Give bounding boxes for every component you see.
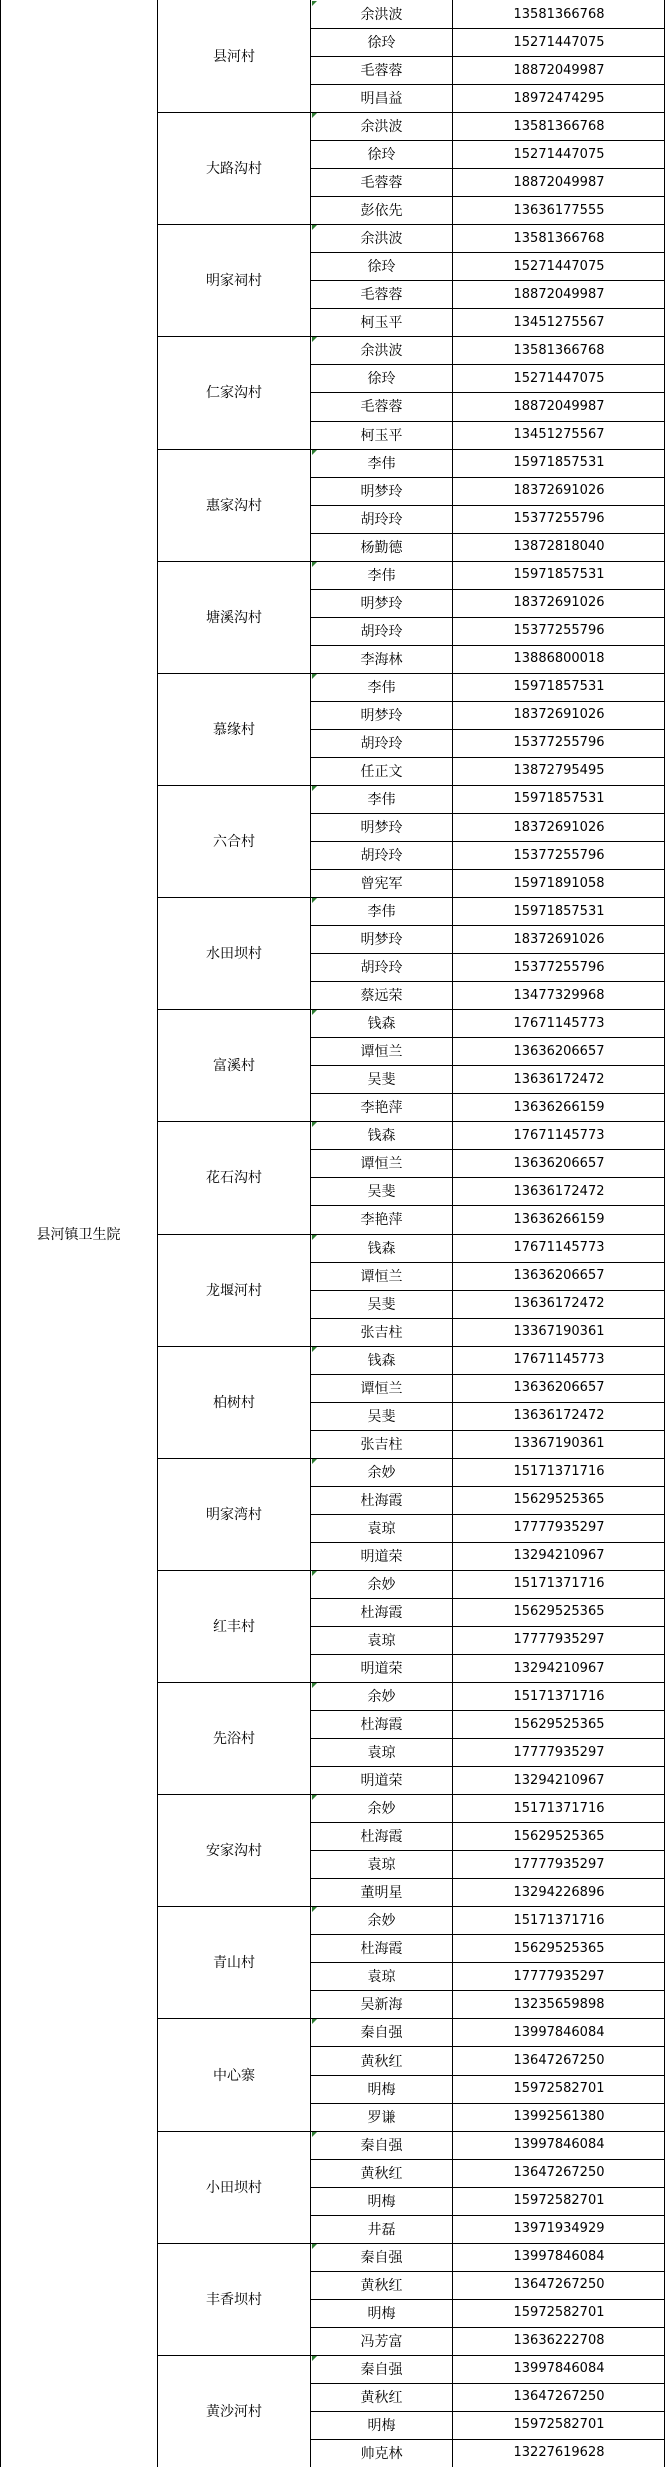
member-phone: 13636172472 [513, 1296, 605, 1312]
cell-comment-marker [312, 1235, 317, 1240]
member-name: 黄秋红 [360, 2053, 403, 2070]
member-phone: 13581366768 [513, 342, 605, 358]
member-name: 余妙 [367, 1801, 396, 1818]
member-phone: 13367190361 [513, 1436, 605, 1452]
member-phone: 13647267250 [513, 2053, 605, 2068]
member-phone: 13294210967 [513, 1660, 605, 1676]
member-phone: 15629525365 [513, 1940, 605, 1956]
member-name: 井磊 [367, 2221, 396, 2238]
village-name: 红丰村 [213, 1618, 255, 1635]
village-name: 塘溪沟村 [206, 609, 262, 626]
cell-comment-marker [312, 898, 317, 903]
village-name: 县河村 [213, 49, 255, 66]
member-name: 谭恒兰 [360, 1044, 403, 1061]
row-divider [310, 1990, 665, 1991]
village-name: 明家湾村 [206, 1506, 262, 1523]
row-divider [310, 1710, 665, 1711]
row-divider [310, 196, 665, 197]
cell-comment-marker [312, 1795, 317, 1800]
member-phone: 18372691026 [513, 483, 605, 499]
member-name: 余妙 [367, 1689, 396, 1706]
member-phone: 13872818040 [513, 539, 605, 555]
member-phone: 13636222708 [513, 2333, 605, 2349]
member-name: 董明星 [360, 1885, 403, 1902]
member-name: 徐玲 [367, 35, 396, 52]
member-phone: 18872049987 [513, 174, 605, 190]
member-name: 李伟 [367, 679, 396, 696]
member-name: 明道荣 [360, 1548, 403, 1565]
row-divider [310, 2411, 665, 2412]
row-divider [310, 421, 665, 422]
row-divider [310, 477, 665, 478]
member-name: 余妙 [367, 1576, 396, 1593]
member-phone: 15971891058 [513, 875, 605, 891]
village-name: 明家祠村 [206, 273, 262, 290]
row-divider [310, 1486, 665, 1487]
member-phone: 18372691026 [513, 595, 605, 611]
member-phone: 13477329968 [513, 987, 605, 1003]
member-phone: 17777935297 [513, 1632, 605, 1648]
organization-cell: 县河镇卫生院 [36, 1226, 121, 1243]
member-name: 黄秋红 [360, 2165, 403, 2182]
row-divider [310, 364, 665, 365]
member-name: 明道荣 [360, 1773, 403, 1790]
member-name: 杜海霞 [360, 1604, 403, 1621]
member-phone: 13647267250 [513, 2277, 605, 2293]
row-divider [310, 1402, 665, 1403]
member-phone: 13581366768 [513, 230, 605, 246]
member-name: 明梦玲 [360, 932, 403, 949]
member-name: 余洪波 [360, 119, 403, 136]
member-name: 张吉柱 [360, 1436, 403, 1453]
member-phone: 13997846084 [513, 2249, 605, 2265]
row-divider [310, 505, 665, 506]
village-name: 慕缘村 [213, 721, 255, 738]
member-name: 谭恒兰 [360, 1380, 403, 1397]
village-name: 先浴村 [213, 1731, 255, 1748]
member-phone: 13581366768 [513, 118, 605, 134]
row-divider [310, 1878, 665, 1879]
member-phone: 13636266159 [513, 1099, 605, 1115]
member-name: 余妙 [367, 1913, 396, 1930]
row-divider [310, 28, 665, 29]
member-name: 李伟 [367, 791, 396, 808]
member-name: 胡玲玲 [360, 623, 403, 640]
row-divider [310, 729, 665, 730]
member-name: 李伟 [367, 567, 396, 584]
row-divider [310, 168, 665, 169]
row-divider [310, 1626, 665, 1627]
member-name: 杜海霞 [360, 1829, 403, 1846]
member-phone: 13636206657 [513, 1155, 605, 1171]
member-phone: 13227619628 [513, 2445, 605, 2461]
member-phone: 17777935297 [513, 1520, 605, 1536]
member-name: 余妙 [367, 1464, 396, 1481]
row-divider [310, 56, 665, 57]
row-divider [310, 925, 665, 926]
row-divider [310, 953, 665, 954]
member-phone: 13647267250 [513, 2389, 605, 2405]
member-phone: 18872049987 [513, 62, 605, 78]
member-name: 余洪波 [360, 7, 403, 24]
member-name: 明梦玲 [360, 707, 403, 724]
member-name: 胡玲玲 [360, 848, 403, 865]
member-name: 袁琼 [367, 1969, 396, 1986]
row-divider [310, 1934, 665, 1935]
column-divider [0, 0, 1, 2467]
row-divider [310, 1962, 665, 1963]
member-name: 柯玉平 [360, 427, 403, 444]
row-divider [310, 1738, 665, 1739]
row-divider [310, 645, 665, 646]
member-name: 钱森 [367, 1128, 396, 1145]
member-name: 徐玲 [367, 259, 396, 276]
row-divider [310, 1205, 665, 1206]
row-divider [310, 2215, 665, 2216]
member-name: 袁琼 [367, 1632, 396, 1649]
member-name: 明梅 [367, 2305, 396, 2322]
member-name: 胡玲玲 [360, 735, 403, 752]
member-name: 毛蓉蓉 [360, 175, 403, 192]
member-name: 李海林 [360, 651, 403, 668]
member-phone: 15171371716 [513, 1464, 605, 1480]
member-phone: 15271447075 [513, 146, 605, 162]
row-divider [310, 2299, 665, 2300]
cell-comment-marker [312, 1459, 317, 1464]
row-divider [310, 140, 665, 141]
row-divider [310, 1598, 665, 1599]
member-name: 吴斐 [367, 1296, 396, 1313]
member-phone: 18372691026 [513, 707, 605, 723]
member-phone: 13581366768 [513, 6, 605, 22]
member-phone: 15171371716 [513, 1800, 605, 1816]
row-divider [310, 2327, 665, 2328]
row-divider [310, 617, 665, 618]
member-name: 帅克林 [360, 2445, 403, 2462]
cell-comment-marker [312, 450, 317, 455]
member-name: 明梦玲 [360, 820, 403, 836]
row-divider [310, 1654, 665, 1655]
member-phone: 18872049987 [513, 286, 605, 302]
member-phone: 17777935297 [513, 1968, 605, 1984]
row-divider [310, 2046, 665, 2047]
member-phone: 15971857531 [513, 455, 605, 471]
village-name: 仁家沟村 [206, 385, 262, 402]
member-phone: 13451275567 [513, 314, 605, 330]
row-divider [310, 1093, 665, 1094]
cell-comment-marker [312, 113, 317, 118]
member-name: 柯玉平 [360, 315, 403, 332]
cell-comment-marker [312, 1571, 317, 1576]
cell-comment-marker [312, 1907, 317, 1912]
row-divider [310, 2103, 665, 2104]
village-name: 龙堰河村 [206, 1282, 262, 1299]
row-divider [310, 280, 665, 281]
village-name: 大路沟村 [206, 161, 262, 178]
member-phone: 13294210967 [513, 1772, 605, 1788]
member-name: 余洪波 [360, 343, 403, 360]
member-name: 钱森 [367, 1352, 396, 1369]
cell-comment-marker [312, 1683, 317, 1688]
member-phone: 18372691026 [513, 931, 605, 947]
member-name: 罗谦 [367, 2109, 396, 2126]
cell-comment-marker [312, 2019, 317, 2024]
member-phone: 13235659898 [513, 1996, 605, 2012]
row-divider [310, 1822, 665, 1823]
member-phone: 13647267250 [513, 2165, 605, 2181]
member-phone: 13636172472 [513, 1408, 605, 1424]
member-name: 余洪波 [360, 231, 403, 248]
row-divider [310, 392, 665, 393]
cell-comment-marker [312, 2356, 317, 2361]
member-name: 明梅 [367, 2417, 396, 2434]
member-name: 徐玲 [367, 147, 396, 164]
row-divider [310, 1262, 665, 1263]
member-name: 袁琼 [367, 1520, 396, 1537]
member-name: 秦自强 [360, 2137, 403, 2154]
member-phone: 15971857531 [513, 791, 605, 807]
member-phone: 15171371716 [513, 1688, 605, 1704]
row-divider [310, 2075, 665, 2076]
member-phone: 13872795495 [513, 763, 605, 779]
row-divider [310, 84, 665, 85]
member-name: 任正文 [360, 763, 403, 780]
cell-comment-marker [312, 1122, 317, 1127]
member-name: 吴斐 [367, 1408, 396, 1425]
member-name: 吴斐 [367, 1072, 396, 1089]
member-phone: 15972582701 [513, 2193, 605, 2209]
member-name: 明梦玲 [360, 595, 403, 612]
member-phone: 17777935297 [513, 1744, 605, 1760]
member-name: 曾宪军 [360, 876, 403, 893]
member-phone: 13636172472 [513, 1071, 605, 1087]
member-phone: 13367190361 [513, 1324, 605, 1340]
cell-comment-marker [312, 1347, 317, 1352]
member-name: 秦自强 [360, 2361, 403, 2378]
cell-comment-marker [312, 1010, 317, 1015]
member-phone: 15377255796 [513, 511, 605, 527]
village-name: 六合村 [213, 834, 255, 851]
member-name: 秦自强 [360, 2025, 403, 2042]
cell-comment-marker [312, 337, 317, 342]
village-name: 安家沟村 [206, 1843, 262, 1860]
member-name: 谭恒兰 [360, 1268, 403, 1285]
row-divider [310, 533, 665, 534]
member-phone: 17671145773 [513, 1015, 605, 1031]
member-name: 明昌益 [360, 91, 403, 108]
member-name: 李伟 [367, 904, 396, 921]
member-name: 明梅 [367, 2193, 396, 2210]
member-phone: 15629525365 [513, 1716, 605, 1732]
cell-comment-marker [312, 674, 317, 679]
village-name: 水田坝村 [206, 946, 262, 963]
row-divider [310, 869, 665, 870]
member-phone: 18372691026 [513, 819, 605, 835]
member-phone: 17777935297 [513, 1856, 605, 1872]
member-phone: 13451275567 [513, 427, 605, 443]
member-name: 彭依先 [360, 203, 403, 220]
member-name: 毛蓉蓉 [360, 63, 403, 80]
member-name: 胡玲玲 [360, 960, 403, 977]
village-name: 黄沙河村 [206, 2403, 262, 2420]
member-phone: 13997846084 [513, 2361, 605, 2377]
member-name: 冯芳富 [360, 2333, 403, 2350]
member-name: 杜海霞 [360, 1717, 403, 1734]
member-phone: 13636206657 [513, 1268, 605, 1284]
village-name: 柏树村 [213, 1394, 255, 1411]
member-name: 杨勤德 [360, 539, 403, 556]
village-name: 中心寨 [213, 2067, 255, 2084]
member-phone: 13992561380 [513, 2109, 605, 2125]
member-name: 蔡远荣 [360, 988, 403, 1005]
member-phone: 13971934929 [513, 2221, 605, 2237]
row-divider [310, 981, 665, 982]
member-name: 毛蓉蓉 [360, 399, 403, 416]
member-phone: 15629525365 [513, 1604, 605, 1620]
village-name: 惠家沟村 [206, 497, 262, 514]
member-phone: 15377255796 [513, 847, 605, 863]
row-divider [310, 2271, 665, 2272]
member-phone: 15629525365 [513, 1492, 605, 1508]
member-name: 明梅 [367, 2081, 396, 2098]
member-name: 明道荣 [360, 1661, 403, 1678]
member-name: 袁琼 [367, 1745, 396, 1762]
member-phone: 15972582701 [513, 2305, 605, 2321]
row-divider [310, 1177, 665, 1178]
row-divider [310, 1037, 665, 1038]
member-phone: 18972474295 [513, 90, 605, 106]
member-phone: 13636206657 [513, 1380, 605, 1396]
member-phone: 13886800018 [513, 651, 605, 667]
row-divider [310, 1766, 665, 1767]
member-phone: 15971857531 [513, 679, 605, 695]
member-phone: 15629525365 [513, 1828, 605, 1844]
village-name: 花石沟村 [206, 1170, 262, 1187]
row-divider [310, 1430, 665, 1431]
row-divider [310, 1374, 665, 1375]
member-name: 杜海霞 [360, 1941, 403, 1958]
member-phone: 18872049987 [513, 398, 605, 414]
member-phone: 13636172472 [513, 1183, 605, 1199]
row-divider [310, 252, 665, 253]
member-phone: 15271447075 [513, 34, 605, 50]
cell-comment-marker [312, 2244, 317, 2249]
member-phone: 17671145773 [513, 1127, 605, 1143]
cell-comment-marker [312, 1, 317, 6]
row-divider [310, 2383, 665, 2384]
member-name: 黄秋红 [360, 2277, 403, 2294]
member-name: 黄秋红 [360, 2389, 403, 2406]
member-phone: 15971857531 [513, 903, 605, 919]
cell-comment-marker [312, 2132, 317, 2137]
member-name: 张吉柱 [360, 1324, 403, 1341]
member-name: 胡玲玲 [360, 511, 403, 528]
row-divider [310, 1290, 665, 1291]
member-phone: 17671145773 [513, 1240, 605, 1256]
row-divider [310, 841, 665, 842]
village-name: 小田坝村 [206, 2179, 262, 2196]
member-phone: 15377255796 [513, 623, 605, 639]
member-phone: 15271447075 [513, 370, 605, 386]
member-phone: 17671145773 [513, 1352, 605, 1368]
member-phone: 13636177555 [513, 202, 605, 218]
member-phone: 13636266159 [513, 1211, 605, 1227]
member-phone: 13997846084 [513, 2024, 605, 2040]
member-name: 吴斐 [367, 1184, 396, 1201]
member-phone: 15972582701 [513, 2417, 605, 2433]
row-divider [310, 1514, 665, 1515]
row-divider [310, 1149, 665, 1150]
member-name: 毛蓉蓉 [360, 287, 403, 304]
member-name: 李伟 [367, 455, 396, 472]
member-name: 秦自强 [360, 2249, 403, 2266]
row-divider [310, 2159, 665, 2160]
row-divider [310, 2439, 665, 2440]
member-name: 徐玲 [367, 371, 396, 388]
member-name: 李艳萍 [360, 1212, 403, 1229]
row-divider [310, 1318, 665, 1319]
row-divider [310, 757, 665, 758]
member-name: 钱森 [367, 1016, 396, 1033]
row-divider [310, 1542, 665, 1543]
member-phone: 15377255796 [513, 735, 605, 751]
row-divider [310, 1850, 665, 1851]
row-divider [310, 589, 665, 590]
village-name: 青山村 [213, 1955, 255, 1972]
row-divider [310, 701, 665, 702]
member-phone: 13294210967 [513, 1548, 605, 1564]
member-name: 袁琼 [367, 1857, 396, 1874]
row-divider [310, 813, 665, 814]
cell-comment-marker [312, 225, 317, 230]
row-divider [310, 2187, 665, 2188]
member-phone: 15171371716 [513, 1576, 605, 1592]
member-name: 吴新海 [360, 1997, 403, 2014]
cell-comment-marker [312, 562, 317, 567]
cell-comment-marker [312, 786, 317, 791]
member-name: 杜海霞 [360, 1492, 403, 1509]
member-name: 李艳萍 [360, 1100, 403, 1117]
member-phone: 13294226896 [513, 1884, 605, 1900]
member-phone: 15271447075 [513, 258, 605, 274]
row-divider [310, 308, 665, 309]
member-phone: 15171371716 [513, 1912, 605, 1928]
village-name: 丰香坝村 [206, 2291, 262, 2308]
village-name: 富溪村 [213, 1058, 255, 1075]
member-phone: 15377255796 [513, 959, 605, 975]
member-phone: 15971857531 [513, 567, 605, 583]
member-phone: 13997846084 [513, 2137, 605, 2153]
member-phone: 13636206657 [513, 1043, 605, 1059]
member-name: 明梦玲 [360, 483, 403, 500]
member-name: 钱森 [367, 1240, 396, 1257]
member-name: 谭恒兰 [360, 1156, 403, 1173]
member-phone: 15972582701 [513, 2081, 605, 2097]
row-divider [310, 1065, 665, 1066]
